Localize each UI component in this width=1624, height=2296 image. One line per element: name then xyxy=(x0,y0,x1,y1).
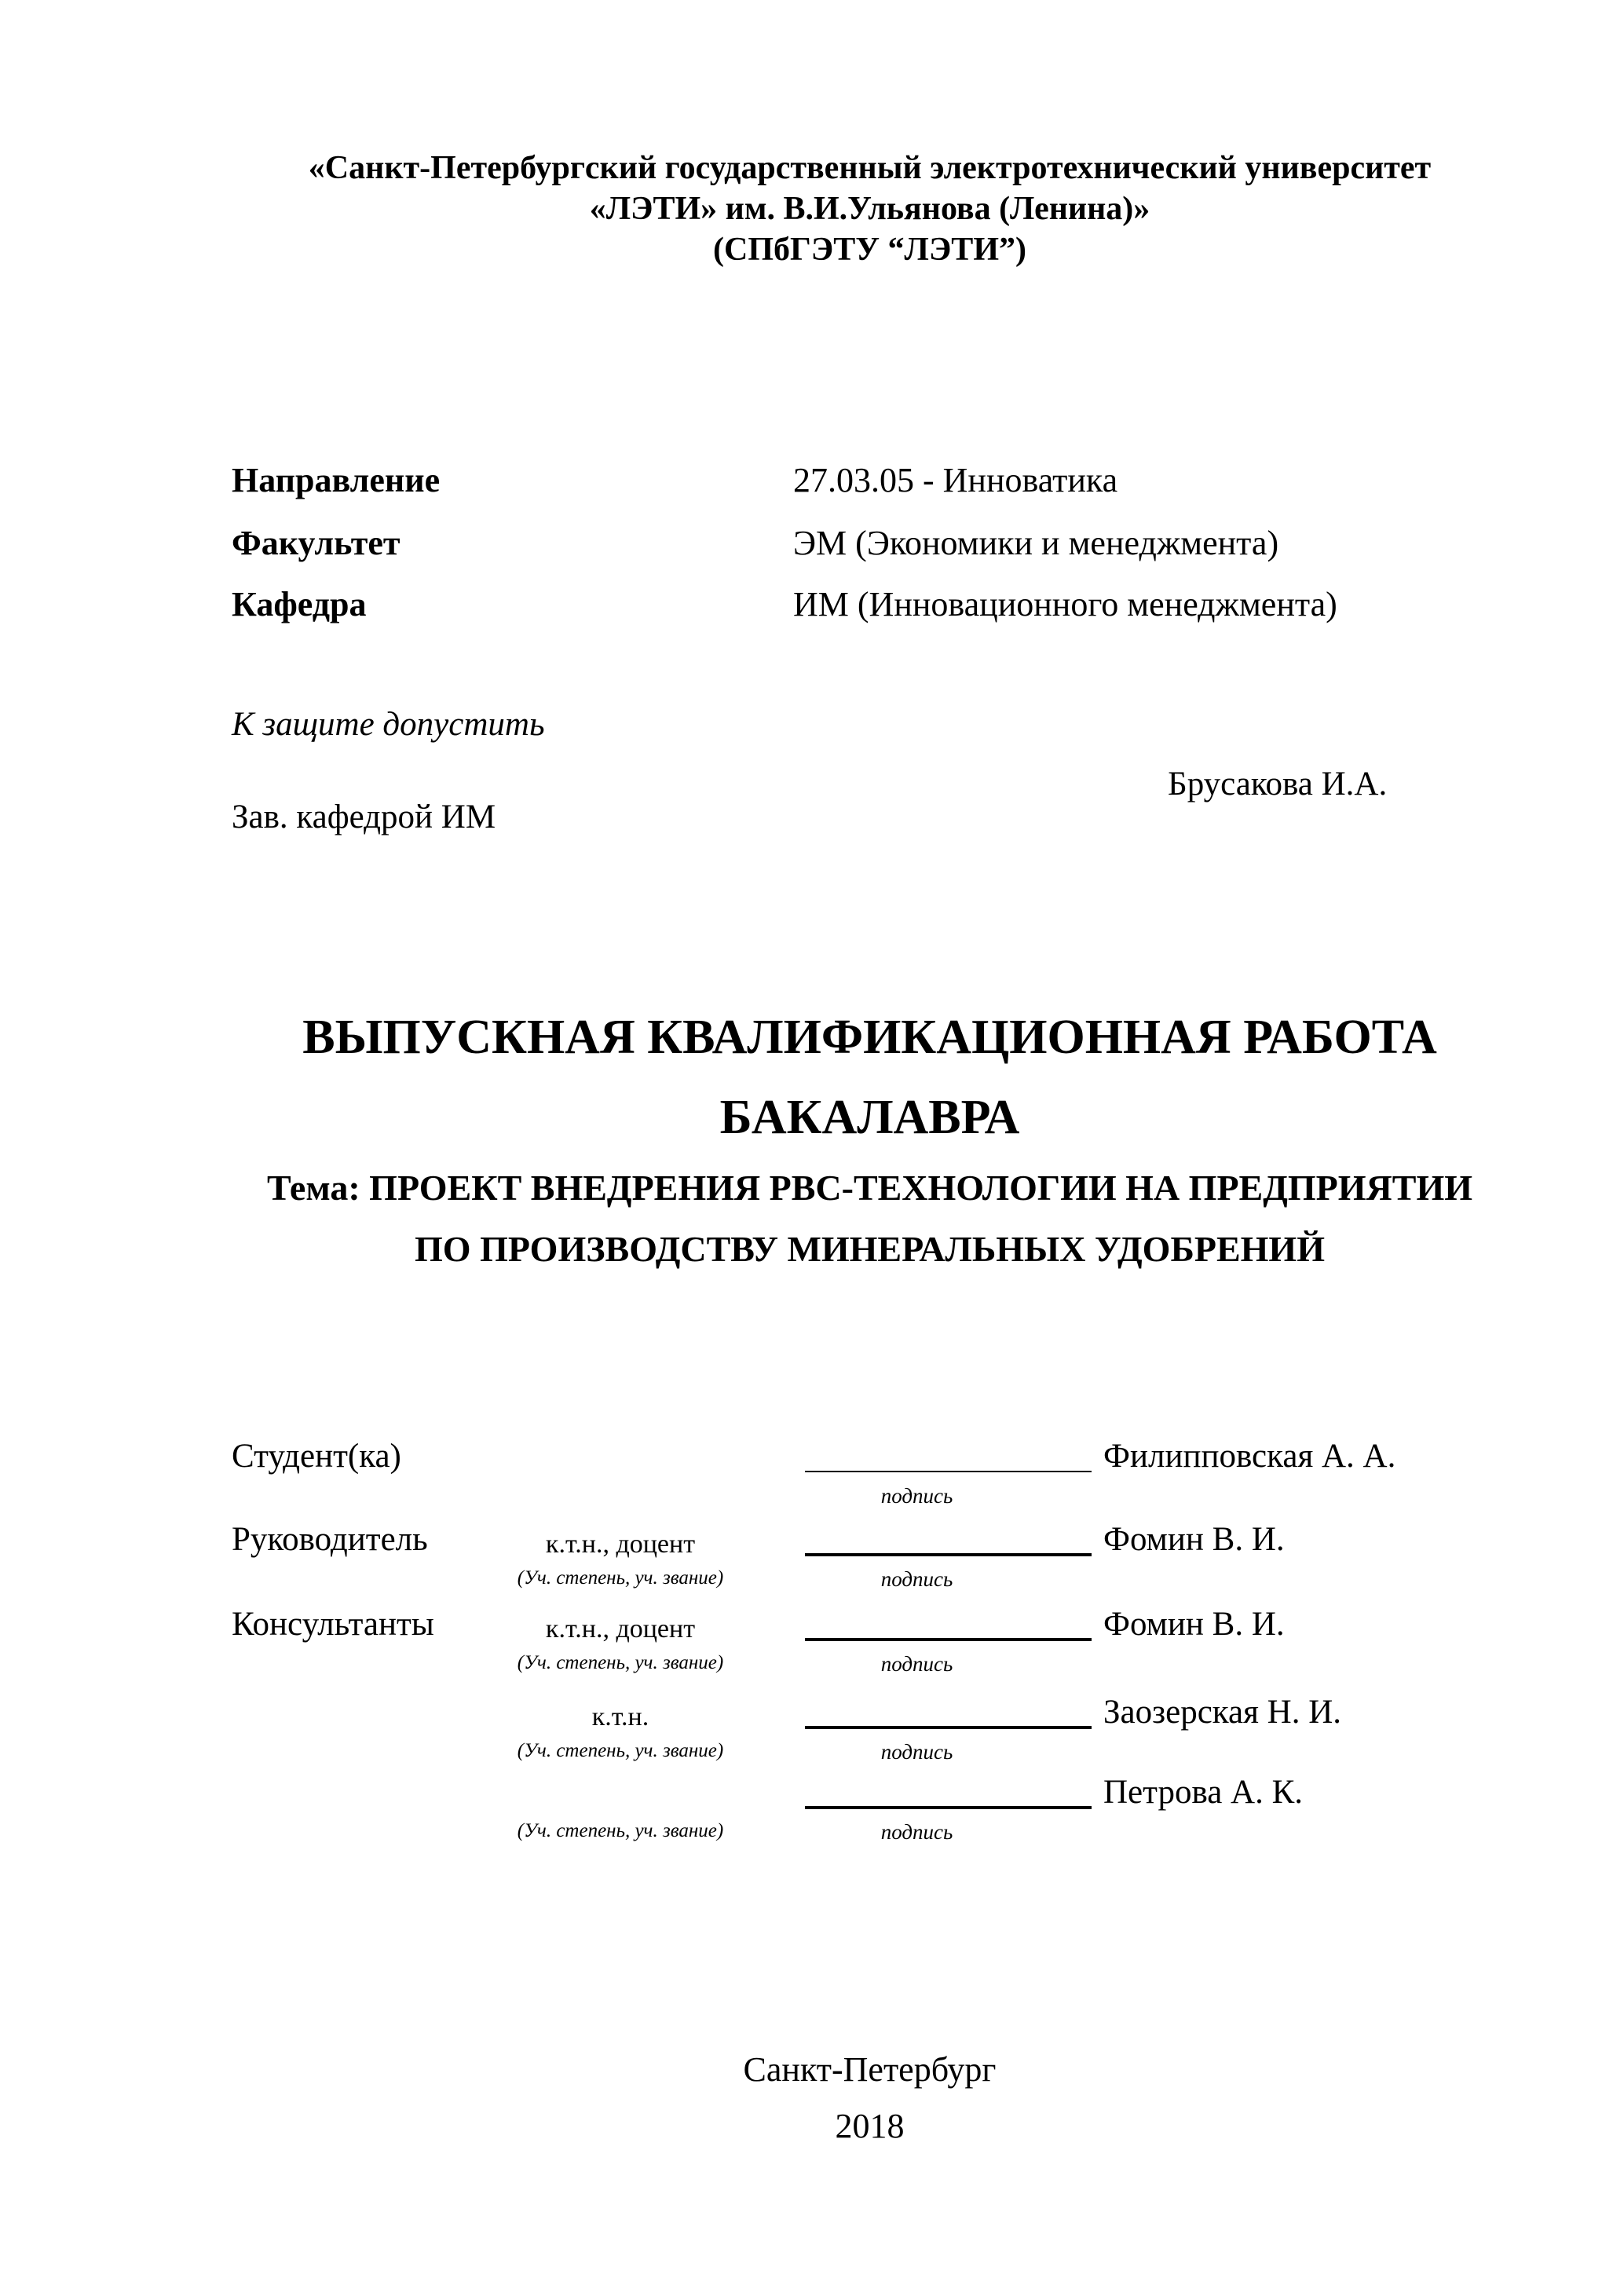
university-name-line-2: «ЛЭТИ» им. В.И.Ульянова (Ленина)» xyxy=(589,191,1150,227)
footer-city: Санкт-Петербург xyxy=(743,2050,997,2089)
footer-year: 2018 xyxy=(835,2107,905,2145)
degree-text: к.т.н., доцент xyxy=(545,1614,696,1643)
degree-caption: (Уч. степень, уч. звание) xyxy=(517,1567,724,1589)
degree-text: к.т.н. xyxy=(591,1702,649,1731)
role-label: Руководитель xyxy=(232,1521,428,1558)
work-title-line-1: ВЫПУСКНАЯ КВАЛИФИКАЦИОННАЯ РАБОТА xyxy=(302,1011,1437,1064)
signature-line xyxy=(805,1471,1092,1472)
signature-line xyxy=(805,1553,1092,1556)
thesis-theme-line-2: ПО ПРОИЗВОДСТВУ МИНЕРАЛЬНЫХ УДОБРЕНИЙ xyxy=(415,1229,1325,1269)
faculty-label: Факультет xyxy=(232,524,401,562)
direction-label: Направление xyxy=(232,461,441,499)
signature-line xyxy=(805,1638,1092,1641)
signature-caption: подпись xyxy=(880,1484,953,1508)
signature-caption: подпись xyxy=(880,1820,953,1844)
department-head-title: Зав. кафедрой ИМ xyxy=(232,799,496,835)
admission-note: К защите допустить xyxy=(232,706,545,743)
university-name-line-1: «Санкт-Петербургский государственный электротехнический университет xyxy=(308,150,1432,186)
degree-caption: (Уч. степень, уч. звание) xyxy=(517,1820,724,1841)
university-header xyxy=(232,148,1508,270)
signature-line xyxy=(805,1806,1092,1809)
signature-caption: подпись xyxy=(880,1567,953,1591)
person-name: Филипповская А. А. xyxy=(1103,1438,1396,1475)
faculty-value: ЭМ (Экономики и менеджмента) xyxy=(793,524,1279,562)
department-label: Кафедра xyxy=(232,585,367,623)
person-name: Заозерская Н. И. xyxy=(1103,1694,1341,1731)
department-value: ИМ (Инновационного менеджмента) xyxy=(793,585,1337,623)
role-label: Консультанты xyxy=(232,1606,434,1643)
thesis-theme-line-1: Тема: ПРОЕКТ ВНЕДРЕНИЯ РВС-ТЕХНОЛОГИИ НА ПРЕДПРИЯТИИ xyxy=(266,1168,1473,1208)
degree-caption: (Уч. степень, уч. звание) xyxy=(517,1740,724,1761)
person-name: Петрова А. К. xyxy=(1103,1774,1304,1811)
signature-caption: подпись xyxy=(880,1652,953,1676)
work-title-line-2: БАКАЛАВРА xyxy=(719,1091,1020,1144)
degree-caption: (Уч. степень, уч. звание) xyxy=(517,1652,724,1673)
signature-caption: подпись xyxy=(880,1740,953,1764)
role-label: Студент(ка) xyxy=(232,1438,401,1475)
university-abbreviation: (СПбГЭТУ “ЛЭТИ”) xyxy=(713,232,1026,268)
person-name: Фомин В. И. xyxy=(1103,1606,1285,1643)
department-head-name: Брусакова И.А. xyxy=(1168,766,1388,803)
direction-value: 27.03.05 - Инноватика xyxy=(793,461,1118,499)
person-name: Фомин В. И. xyxy=(1103,1521,1285,1558)
signature-line xyxy=(805,1726,1092,1729)
degree-text: к.т.н., доцент xyxy=(545,1530,696,1559)
